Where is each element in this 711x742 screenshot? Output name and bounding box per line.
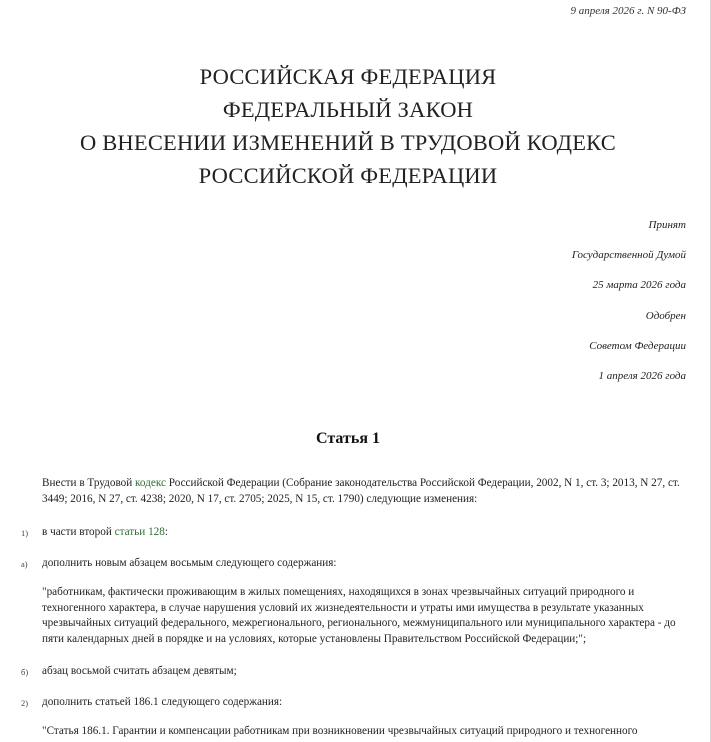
adoption-block [572, 214, 686, 395]
list-marker: б) [21, 667, 29, 677]
list-item [42, 525, 692, 541]
list-marker: 2) [21, 698, 29, 708]
list-item: абзац восьмой считать абзацем девятым; [42, 665, 237, 677]
adoption-line: 25 марта 2026 года [592, 279, 686, 292]
document-reference: 9 апреля 2026 г. N 90-ФЗ [570, 5, 686, 17]
adoption-line: Советом Федерации [589, 339, 686, 352]
code-link[interactable]: кодекс [135, 477, 166, 489]
title-line: РОССИЙСКОЙ ФЕДЕРАЦИИ [198, 163, 498, 188]
list-marker: 1) [21, 528, 29, 538]
title-line: О ВНЕСЕНИИ ИЗМЕНЕНИЙ В ТРУДОВОЙ КОДЕКС [79, 130, 617, 155]
adoption-line: Одобрен [645, 309, 686, 322]
quoted-article-start: "Статья 186.1. Гарантии и компенсации работникам при возникновении чрезвычайных ситуаций природного и техногенного [42, 725, 638, 737]
intro-text: Внести в Трудовой [42, 477, 136, 489]
quoted-paragraph: "работникам, фактически проживающим в жилых помещениях, находящихся в зонах чрезвычайных ситуаций природного и техногенного характера, в случае нарушения условий их жизнедеятельности и утраты ими имущества в результате указанных чрезвычайных ситуаций федерального, межрегионального, регионального, межмуниципального или муниципального характера - до пяти календарных дней в порядке и на условиях, которые установлены Правительством Российской Федерации;"; [42, 586, 676, 645]
adoption-line: Государственной Думой [571, 249, 686, 262]
list-item: дополнить новым абзацем восьмым следующего содержания: [42, 557, 337, 569]
list-item: дополнить статьей 186.1 следующего содержания: [42, 696, 283, 708]
item-text: : [164, 526, 168, 538]
adoption-line: 1 апреля 2026 года [598, 369, 686, 382]
intro-text: Российской Федерации (Собрание законодательства Российской Федерации, 2002, N 1, ст. 3; 2013, N 27, ст. 3449; 2016, N 27, ст. 4238; 2020, N 17, ст. 2705; 2025, N 15, ст. 1790) следующие изменения: [42, 477, 680, 505]
article-link[interactable]: статьи 128 [114, 526, 165, 538]
adoption-line: Принят [648, 219, 686, 231]
article-heading: Статья 1 [316, 430, 380, 447]
item-text: в части второй [42, 526, 115, 538]
title-line: РОССИЙСКАЯ ФЕДЕРАЦИЯ [199, 64, 497, 89]
intro-paragraph [42, 476, 692, 507]
list-marker: а) [21, 559, 28, 569]
law-title [0, 60, 696, 192]
title-line: ФЕДЕРАЛЬНЫЙ ЗАКОН [222, 97, 474, 122]
